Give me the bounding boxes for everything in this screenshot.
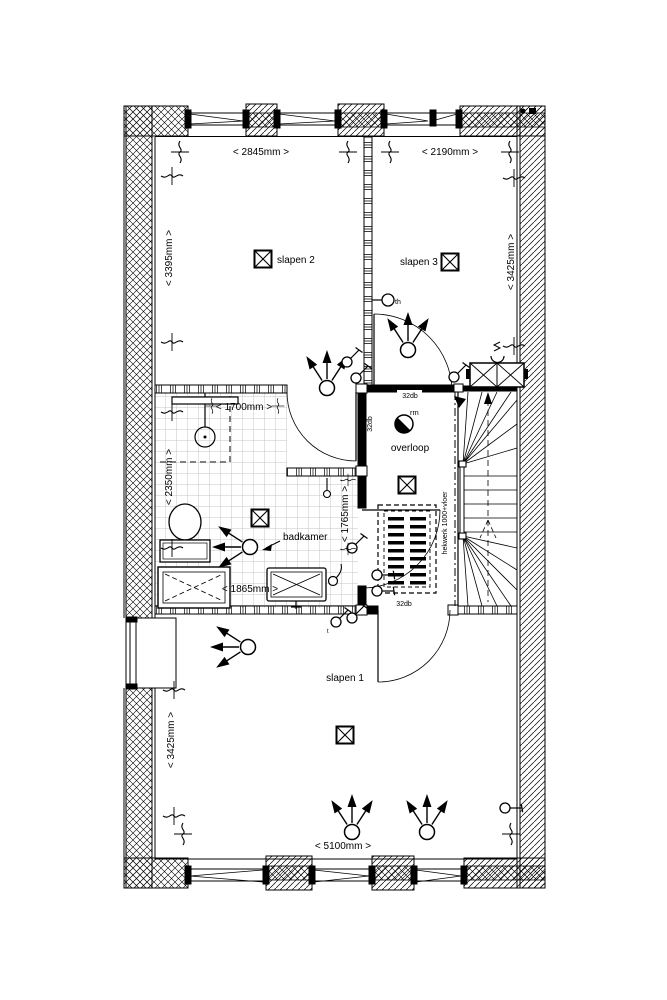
smoke-detector-label: rm [410,408,419,417]
acoustic-label-left: 32db [367,416,374,432]
ceiling-light-icon [303,350,352,396]
acoustic-wall-west [358,385,366,508]
dim-slapen3-width: < 2190mm > [421,147,479,158]
room-label-slapen1: slapen 1 [326,673,364,684]
dim-slapen1-depth: < 3425mm > [166,711,177,769]
switch-icon [342,348,363,368]
loft-ladder-hatch [378,505,436,593]
ceiling-light-icon [210,623,256,672]
dim-badkamer-depth: < 2350mm > [164,448,175,506]
room-label-badkamer: badkamer [283,532,328,543]
dim-slapen2-depth: < 3395mm > [164,229,175,287]
thermostat-label: th [395,299,401,306]
dim-badkamer-east-depth: < 1765mm > [340,485,351,543]
ventilation-valve-icon [252,510,269,527]
stairwell-south-wall [458,606,517,614]
washer-space [158,567,230,608]
ceiling-light-icon [328,794,377,840]
ventilation-valve-icon [399,477,416,494]
stair-direction-arrow [484,392,492,404]
windows-north [185,110,462,128]
acoustic-label-top: 32db [402,393,418,400]
stair-newel [459,461,466,467]
dim-badkamer-width: < 1865mm > [221,584,279,595]
dim-slapen3-depth: < 3425mm > [506,233,517,291]
ventilation-valve-icon [255,251,272,268]
ventilation-valve-icon [442,254,459,271]
windows-south [185,866,467,884]
closet-south-wall [287,468,358,476]
acoustic-label-bottom: 32db [396,601,412,608]
ceiling-light-icon [403,794,452,840]
switch-type-label: t [327,629,329,635]
door-closet-slapen2 [287,392,356,461]
mechanical-ventilation-unit-icon [466,342,528,387]
staircase [454,392,517,606]
ceiling-light-icon [384,312,433,358]
ventilation-valve-icon [337,727,354,744]
partition-slapen2-slapen3 [364,137,372,385]
stair-handrail [460,467,464,533]
room-label-slapen3: slapen 3 [400,257,438,268]
west-window-niche [126,617,176,689]
dim-slapen1-width: < 5100mm > [314,841,372,852]
room-label-overloop: overloop [390,443,430,454]
stair-newel [459,533,466,539]
room-label-slapen2: slapen 2 [277,255,315,266]
railing-label: hekwerk 1000+vloer [442,491,449,555]
smoke-detector-icon [395,415,413,433]
dim-slapen2-width: < 2845mm > [232,147,290,158]
badkamer-north-wall [155,385,287,393]
thermostat-icon [372,294,394,306]
door-slapen1 [378,610,450,682]
dim-shower-width: < 1700mm > [215,402,273,413]
